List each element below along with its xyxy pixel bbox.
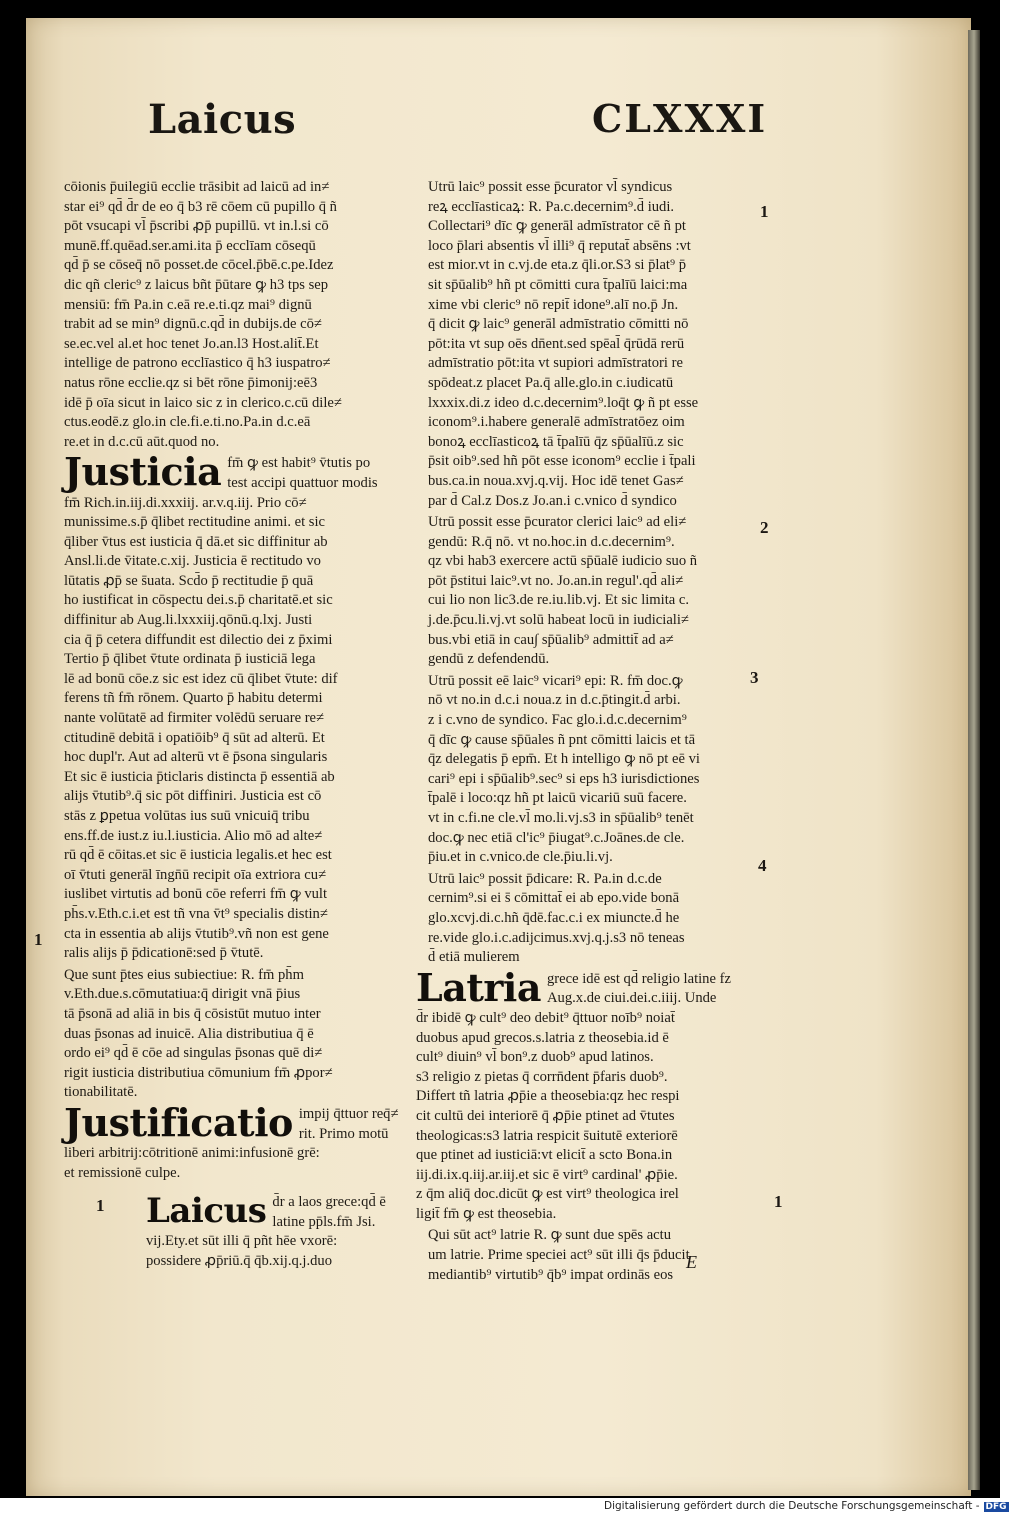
margin-number: 1 — [34, 930, 43, 949]
text-line: Utrū laic⁹ possit esse p̄curator vl̄ syndicus — [428, 179, 673, 195]
text-line: q̄liber v̄tus est iusticia q̄ dā.et sic diffinitur ab — [64, 533, 328, 550]
text-line: Utrū possit eē laic⁹ vicari⁹ epi: R. fm̄ doc.ꝙ — [428, 672, 683, 689]
text-line: admīstratio pōt:ita vt supiori admīstratori re — [428, 355, 683, 372]
text-line: iij.di.ix.q.iij.ar.iij.et sic ē virt⁹ cardinal' ꝓp̄ie. — [416, 1166, 678, 1183]
text-line: tā p̄sonā ad aliā in bis q̄ cōsistūt mutuo inter — [64, 1005, 321, 1022]
text-line: oī v̄tuti generāl īngn̄ū recipit oīa extriora cu≠ — [64, 866, 327, 883]
text-line: star ei⁹ qd̄ d̄r de eo q̄ b3 rē cōem cū pupillo q̄ ñ — [64, 198, 337, 215]
text-line: qd̄ p̄ se cōseq̄ nō posset.de cōcel.p̄bē.c.pe.Idez — [64, 257, 334, 274]
text-line: lūtatis ꝓp̄ se s̄uata. Scd̄o p̄ rectitudie p̄ quā — [64, 572, 314, 589]
margin-number: 1 — [774, 1192, 783, 1211]
text-line: nō vt no.in d.c.i noua.z in d.c.p̄tingit.d̄ arbi. — [428, 692, 681, 709]
entry-justicia — [64, 449, 390, 963]
left-column — [64, 178, 399, 1272]
text-line: cernim⁹.si ei s̄ cōmittat̄ ei ab epo.vide bonā — [428, 890, 680, 907]
text-line: bus.vbi etiā in cau∫ sp̄ūalib⁹ admittit̄ ad a≠ — [428, 631, 674, 648]
text-line: ferens tñ fm̄ rōnem. Quarto p̄ habitu determi — [64, 690, 323, 707]
margin-number: 4 — [758, 856, 767, 875]
opening-paragraph — [64, 178, 390, 452]
text-line: ralis alijs p̄ p̄dicationē:sed p̄ v̄tutē. — [64, 945, 264, 962]
text-line: z q̄m aliq̄ doc.dicūt ꝙ est virt⁹ theologica irel — [416, 1186, 679, 1203]
text-line: Et sic ē iusticia p̄ticlaris distincta p̄ essentiā ab — [64, 768, 335, 785]
text-line: tionabilitatē. — [64, 1084, 138, 1101]
text-line: spōdeat.z placet Pa.q̄ alle.glo.in c.iudicatū — [428, 374, 674, 391]
text-line: um latrie. Prime speciei act⁹ sūt illi q̄s p̄ducit — [428, 1247, 690, 1264]
text-line: cari⁹ epi i sp̄ūalib⁹.sec⁹ si eps h3 iurisdictiones — [428, 770, 700, 787]
text-line: iconom⁹.i.habere generalē admīstratōez oim — [428, 414, 685, 431]
text-line: Qui sūt act⁹ latrie R. ꝙ sunt due spēs actu — [428, 1227, 672, 1244]
text-line: nante volūtatē ad firmiter volēdū seruare re≠ — [64, 710, 325, 727]
text-line: s3 religio z pietas q̄ corrn̄dent p̄faris duob⁹. — [416, 1068, 668, 1085]
text-line: cult⁹ diuin⁹ vl̄ bon⁹.z duob⁹ apud latinos. — [416, 1049, 654, 1066]
text-line: ctitudinē debitā i opatiōib⁹ q̄ sūt ad alterū. Et — [64, 729, 325, 746]
folio-number: CLXXXI — [592, 96, 768, 141]
text-line: fm̄ ꝙ est habit⁹ v̄tutis po — [227, 455, 371, 472]
dfg-logo: DFG — [985, 1502, 1007, 1512]
text-line: se.ec.vel al.et hoc tenet Jo.an.l3 Host.alit̄.Et — [64, 335, 319, 352]
digitization-footer — [604, 1500, 1009, 1514]
text-line: ho iustificat in cōspectu dei.s.p̄ charitatē.et sic — [64, 592, 333, 609]
text-line: d̄r a laos grece:qd̄ ē — [272, 1194, 386, 1211]
text-line: v.Eth.due.s.cōmutatiua:q̄ dirigit vnā p̄ius — [64, 986, 301, 1003]
text-line: cui lio non lic3.de re.iu.lib.vj. Et sic limita c. — [428, 592, 690, 609]
text-line: re.vide glo.i.c.adijcimus.xvj.q.j.s3 nō teneas — [428, 929, 685, 946]
text-line: p̄sit oib⁹.sed hñ pōt esse iconom⁹ ecclie i t̄pali — [428, 453, 696, 470]
text-line: d̄ etiā mulierem — [428, 949, 520, 966]
margin-number: 2 — [760, 518, 769, 537]
running-head-left: Laicus — [148, 96, 297, 143]
text-line: stās z ꝑpetua volūtas ius suū vnicuiq̄ tribu — [64, 808, 310, 824]
text-line: lē ad bonū cōe.z sic est idez cū q̄libet v̄tute: dif — [64, 670, 338, 687]
signature-mark: E — [686, 1252, 697, 1272]
footer-text: Digitalisierung gefördert durch die Deutsche Forschungsgemeinschaft - — [604, 1500, 980, 1512]
text-line: rit. Primo motū — [298, 1125, 389, 1142]
entry-justificatio — [64, 1099, 399, 1183]
question-procurator-clerici — [416, 513, 744, 670]
right-column — [416, 178, 744, 1285]
text-line: z i c.vno de syndico. Fac glo.i.d.c.decernim⁹ — [428, 712, 687, 729]
text-line: lxxxix.di.z ideo d.c.decernim⁹.loq̄t ꝙ ñ pt esse — [428, 394, 699, 411]
text-line: par d̄ Cal.z Dos.z Jo.an.i c.vnico d̄ syndico — [428, 492, 677, 509]
rubric-justicia: Justicia — [64, 449, 222, 495]
text-line: reꝝ ecclīasticaꝝ: R. Pa.c.decernim⁹.d̄ iudi. — [428, 198, 675, 215]
text-line: doc.ꝙ nec etiā cl'ic⁹ p̄iugat⁹.c.Joānes.de cle. — [428, 829, 685, 846]
entry-latria — [416, 964, 744, 1225]
text-line: j.de.p̄cu.li.vj.vt solū habeat locū in iudiciali≠ — [428, 612, 689, 629]
text-line: pōt p̄stitui laic⁹.vt no. Jo.an.in regul'.qd̄ ali≠ — [428, 572, 684, 589]
text-line: Utrū laic⁹ possit p̄dicare: R. Pa.in d.c.de — [428, 870, 662, 887]
text-line: Collectari⁹ dīc ꝙ generāl admīstrator cē ñ pt — [428, 218, 686, 235]
text-line: trabit ad se min⁹ dignū.c.qd̄ in dubijs.de cō≠ — [64, 316, 322, 333]
text-line: q̄z delegatis p̄ epm̄. Et h intelligo ꝙ nō pt eē vi — [428, 751, 700, 768]
text-line: latine pp̄ls.fm̄ Jsi. — [272, 1213, 376, 1230]
text-line: ens.ff.de iust.z iu.l.iusticia. Alio mō ad alte≠ — [64, 827, 323, 844]
text-line: pōt vsucapi vl̄ p̄scribi ꝓp̄ pupillū. vt in.l.si cō — [64, 218, 329, 235]
text-line: munē.ff.quēad.ser.ami.ita p̄ ecclīam cōseqū — [64, 237, 316, 254]
rubric-laicus: Laicus — [146, 1191, 267, 1232]
text-line: d̄r ibidē ꝙ cult⁹ deo debit⁹ q̄ttuor noīb⁹ noiat̄ — [416, 1009, 675, 1026]
text-line: q̄ dīc ꝙ cause sp̄ūales ñ pnt cōmitti laicis et tā — [428, 731, 696, 748]
text-line: q̄ dicit ꝙ laic⁹ generāl admīstratio cōmitti nō — [428, 316, 689, 333]
text-line: test accipi quattuor modis — [227, 474, 378, 491]
text-line: vt in c.fi.ne cle.vl̄ mo.li.vj.s3 in sp̄ūalib⁹ tenēt — [428, 810, 694, 826]
text-line: intellige de patrono ecclīastico q̄ h3 iuspatro≠ — [64, 355, 331, 372]
text-line: rū qd̄ ē cōitas.et sic ē iusticia legalis.et hec est — [64, 847, 332, 864]
text-line: Differt tñ latria ꝓp̄ie a theosebia:qz hec respi — [416, 1088, 680, 1105]
text-line: fm̄ Rich.in.iij.di.xxxiij. ar.v.q.iij. Prio cō≠ — [64, 494, 307, 511]
text-line: Aug.x.de ciui.dei.c.iiij. Unde — [546, 990, 717, 1007]
text-line: cta in essentia ab alijs v̄tutib⁹.vñ non est gene — [64, 925, 329, 942]
text-line: est mior.vt in c.vj.de eta.z q̄li.or.S3 si p̄lat⁹ p̄ — [428, 257, 687, 274]
rubric-latria: Latria — [416, 964, 541, 1010]
question-procurator — [416, 178, 744, 511]
margin-number: 3 — [750, 668, 759, 687]
text-line: impij q̄ttuor req̄≠ — [298, 1105, 399, 1122]
text-line: possidere ꝓp̄riū.q̄ q̄b.xij.q.j.duo — [146, 1253, 333, 1270]
question-vicarius — [416, 672, 744, 868]
text-line: grece idē est qd̄ religio latine fz — [546, 970, 731, 987]
question-predicare — [416, 870, 744, 968]
text-line: dic qñ cleric⁹ z laicus bñt p̄ūtare ꝙ h3 tps sep — [64, 276, 329, 293]
text-line: t̄palē i loco:qz hñ pt laicū vicariū suū facere. — [428, 790, 687, 807]
text-line: idē p̄ oīa sicut in laico sic z in clerico.c.cū dile≠ — [64, 394, 342, 411]
text-line: re.et in d.c.cū aūt.quod no. — [64, 433, 220, 450]
text-line: diffinitur ab Aug.li.lxxxiij.qōnū.q.lxj. Justi — [64, 612, 313, 629]
text-line: et remissionē culpe. — [64, 1164, 181, 1181]
rubric-justificatio: Justificatio — [64, 1099, 293, 1145]
text-line: gendū: R.q̄ nō. vt no.hoc.in d.c.decernim⁹. — [428, 533, 675, 550]
text-line: liberi arbitrij:cōtritionē animi:infusionē grē: — [64, 1145, 320, 1162]
text-line: glo.xcvj.di.c.hñ q̄dē.fac.c.i ex miuncte.d̄ he — [428, 909, 680, 926]
text-line: rigit iusticia distributiua cōmunium fm̄ ꝓpor≠ — [64, 1064, 333, 1081]
text-line: cia q̄ p̄ cetera diffundit est dilectio dei z p̄ximi — [64, 631, 333, 648]
text-line: duobus apud grecos.s.latria z theosebia.id ē — [416, 1029, 669, 1046]
text-line: ph̄s.v.Eth.c.i.et est tñ vna v̄t⁹ specialis distin≠ — [64, 905, 328, 922]
page-edge — [968, 30, 980, 1490]
margin-number: 1 — [760, 202, 769, 221]
text-line: cit cultū dei interiorē q̄ ꝓp̄ie ptinet ad v̄tutes — [416, 1107, 675, 1124]
text-line: ligit̄ fm̄ ꝙ est theosebia. — [416, 1205, 557, 1222]
text-line: vij.Ety.et sūt illi q̄ pñt hēe vxorē: — [146, 1233, 338, 1250]
text-line: ordo ei⁹ qd̄ ē cōe ad singulas p̄sonas quē di≠ — [64, 1045, 323, 1062]
text-line: iuslibet virtutis ad bonū cōe referri fm̄ ꝙ vult — [64, 886, 328, 903]
text-line: hoc dupl'r. Aut ad alterū vt ē p̄sona singularis — [64, 749, 328, 766]
text-line: cōionis p̄uilegiū ecclie trāsibit ad laicū ad in≠ — [64, 179, 330, 195]
margin-number: 1 — [96, 1196, 105, 1215]
text-line: loco p̄lari absentis vl̄ illi⁹ q̄ reputat̄ absēns :vt — [428, 237, 691, 254]
text-line: theologicas:s3 latria respicit s̄uitutē exteriorē — [416, 1127, 678, 1144]
text-line: qz vbi hab3 exercere actū sp̄ūalē iudicio suo ñ — [428, 553, 698, 570]
text-line: ctus.eodē.z glo.in cle.fi.e.ti.no.Pa.in d.c.eā — [64, 414, 311, 431]
text-line: duas p̄sonas ad inuicē. Alia distributiua q̄ ē — [64, 1025, 314, 1042]
entry-laicus — [146, 1193, 390, 1271]
text-line: Ansl.li.de v̄itate.c.xij. Justicia ē rectitudo vo — [64, 553, 321, 570]
text-line: pōt:ita vt sup oēs dn̄ent.sed spēal̄ q̄rūdā rerū — [428, 335, 685, 352]
text-line: Tertio p̄ q̄libet v̄tute ordinata p̄ iusticiā lega — [64, 651, 316, 668]
text-line: bus.ca.in noua.xvj.q.vij. Hoc idē tenet Gas≠ — [428, 472, 684, 489]
text-line: gendū z defendendū. — [428, 651, 550, 668]
text-line: sit sp̄ūalib⁹ hñ pt cōmitti cura t̄palīū laici:ma — [428, 276, 688, 293]
text-line: p̄iu.et in c.vnico.de cle.p̄iu.li.vj. — [428, 849, 613, 866]
text-line: Utrū possit esse p̄curator clerici laic⁹ ad eli≠ — [428, 514, 687, 531]
question-que-sunt — [64, 966, 390, 1103]
text-line: alijs v̄tutib⁹.q̄ sic pōt diffiniri. Justicia est cō — [64, 788, 322, 805]
text-line: xime vbi cleric⁹ nō repit̄ idone⁹.alī no.p̄ Jn. — [428, 296, 679, 313]
text-line: natus rōne ecclie.qz si bēt rōne p̄imonij:eē3 — [64, 374, 318, 391]
text-line: mediantib⁹ virtutib⁹ q̄b⁹ impat ordinās eos — [428, 1266, 674, 1283]
text-line: Que sunt p̄tes eius subiectiue: R. fm̄ ph̄m — [64, 966, 304, 983]
text-line: munissime.s.p̄ q̄libet rectitudine animi. et sic — [64, 514, 326, 531]
text-line: mensiū: fm̄ Pa.in c.eā re.e.ti.qz mai⁹ dignū — [64, 296, 312, 313]
text-line: bonoꝝ ecclīasticoꝝ tā t̄palīū q̄z sp̄ūalīū.z sic — [428, 433, 684, 450]
text-line: que ptinet ad iusticiā:vt elicit̄ a scto Bona.in — [416, 1147, 673, 1164]
